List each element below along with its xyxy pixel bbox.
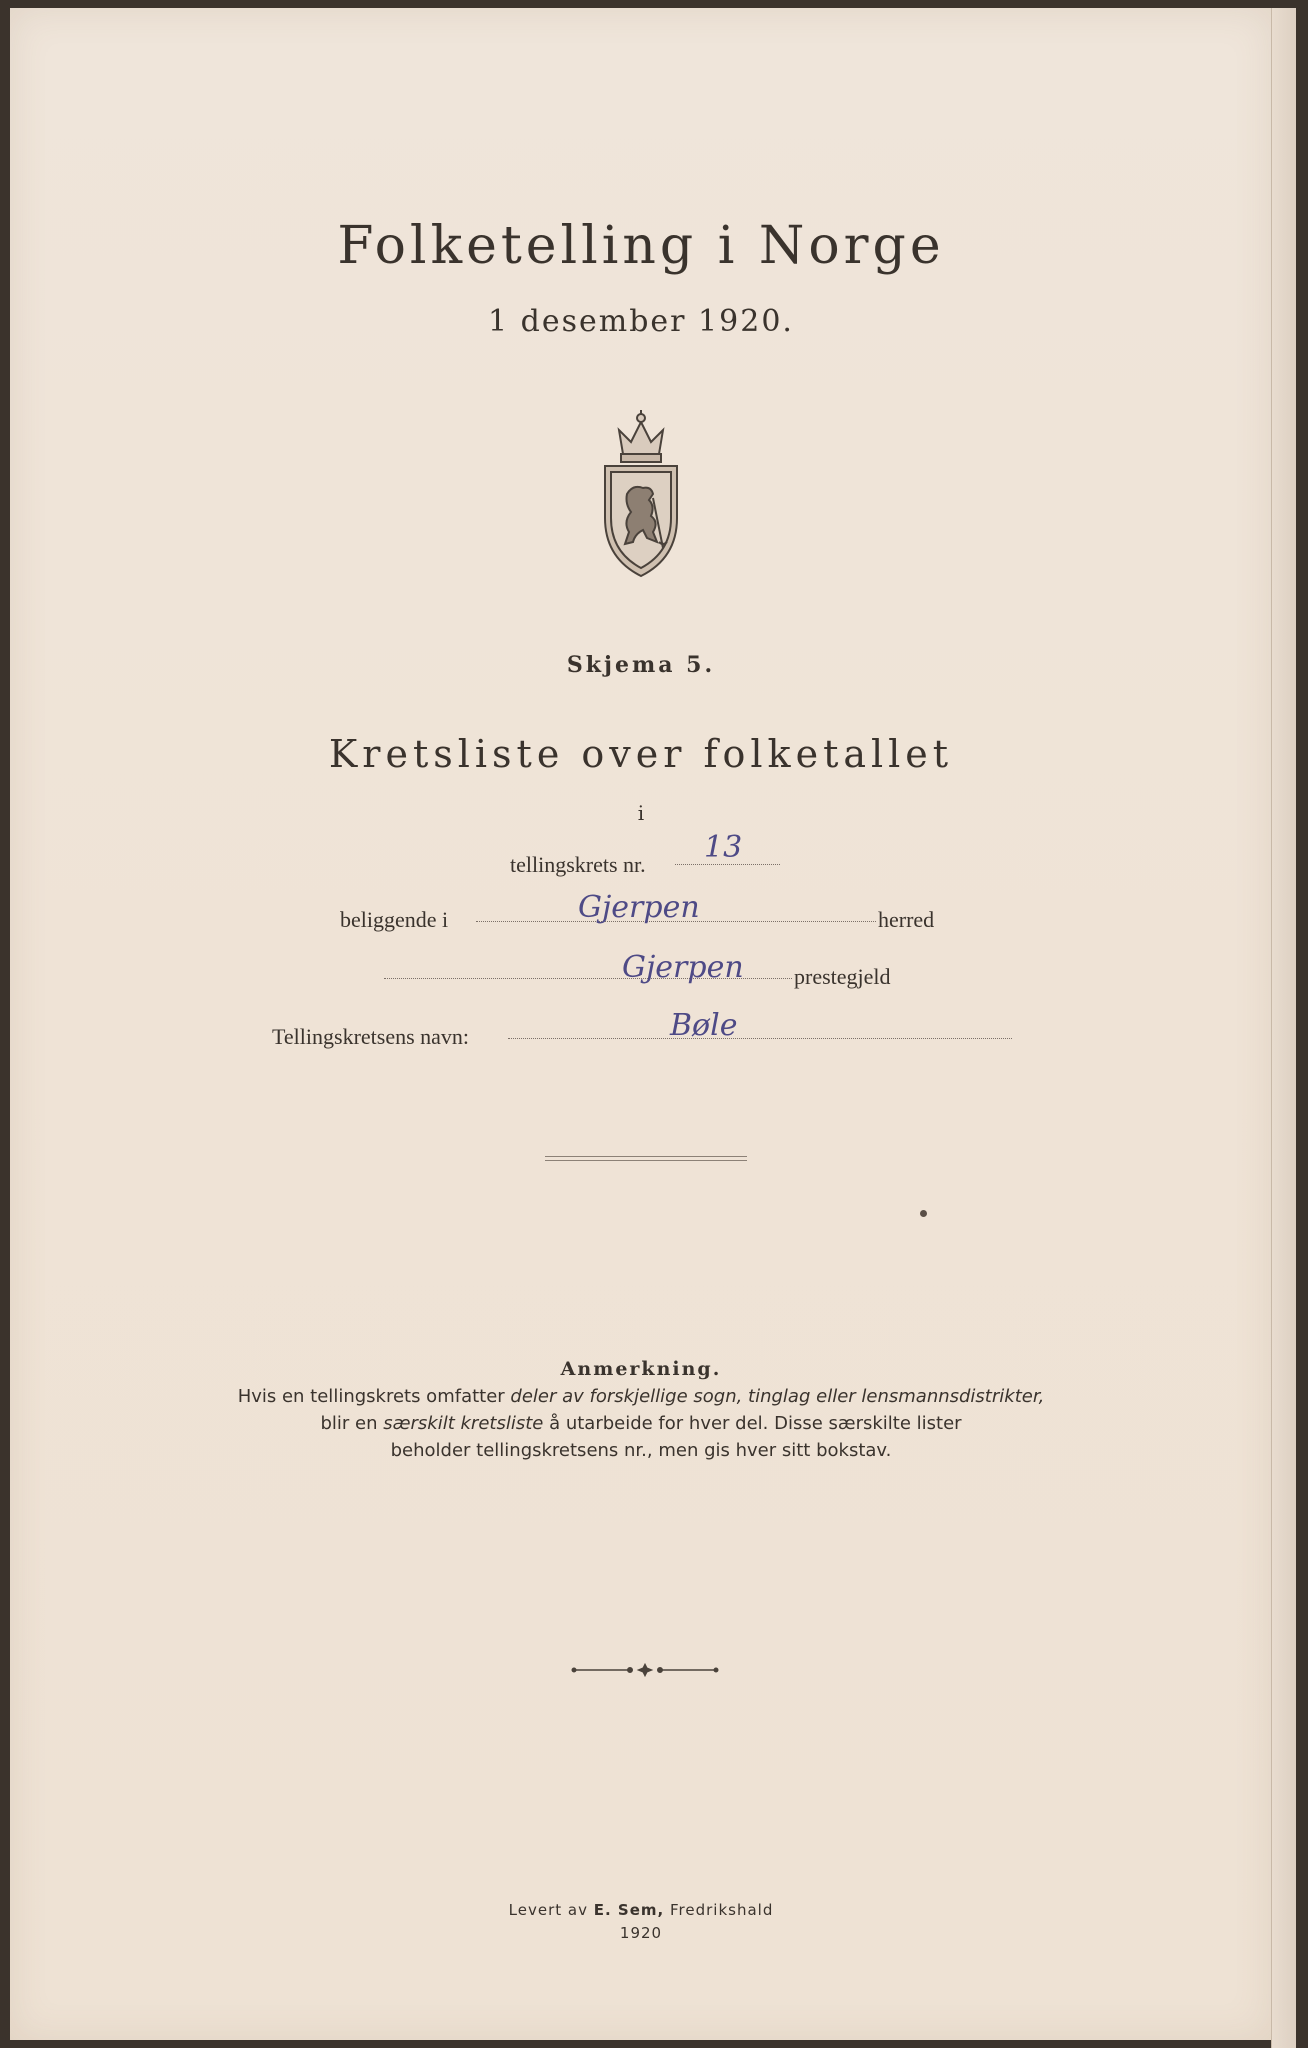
district-name-underline: [508, 1038, 1012, 1039]
note-heading: Anmerkning.: [560, 1358, 722, 1380]
located-in-label: beliggende i: [340, 907, 449, 932]
ink-speck: [920, 1210, 927, 1217]
census-form-page: [10, 8, 1272, 2040]
printer-name: E. Sem,: [593, 1901, 665, 1919]
district-name-label: Tellingskretsens navn:: [272, 1024, 470, 1049]
parish-label: prestegjeld: [794, 964, 891, 989]
district-name-value: Bøle: [670, 1008, 738, 1043]
parish-value: Gjerpen: [622, 950, 744, 985]
census-date: 1 desember 1920.: [488, 304, 794, 339]
ornament-divider-icon: [570, 1663, 720, 1677]
norwegian-coat-of-arms-icon: [593, 408, 689, 580]
note-line-2-start: blir en: [320, 1413, 384, 1434]
schema-label: Skjema 5.: [566, 652, 716, 678]
connector-word: i: [637, 801, 645, 825]
note-line-1-text: Hvis en tellingskrets omfatter: [237, 1386, 511, 1407]
note-line-1: [10, 1383, 1272, 1410]
note-line-2: [10, 1410, 1272, 1437]
located-in-value: Gjerpen: [578, 890, 700, 925]
note-line-1-italic: deler av forskjellige sogn, tinglag eller lensmannsdistrikter,: [510, 1386, 1045, 1407]
page-edge-fold: [1271, 8, 1296, 2048]
form-heading: Kretsliste over folketallet: [328, 732, 954, 776]
herred-label: herred: [878, 907, 935, 932]
district-number-value: 13: [704, 830, 743, 865]
printer-year: 1920: [619, 1924, 663, 1942]
section-divider: [545, 1156, 747, 1161]
printer-prefix: Levert av: [508, 1901, 594, 1919]
note-line-2-end: å utarbeide for hver del. Disse særskilte lister: [543, 1413, 962, 1434]
note-line-2-italic: særskilt kretsliste: [383, 1413, 544, 1434]
note-line-3: beholder tellingskretsens nr., men gis hver sitt bokstav.: [390, 1440, 892, 1461]
district-number-label: tellingskrets nr.: [510, 852, 646, 877]
printer-line: [10, 1901, 1272, 1919]
printer-location: Fredrikshald: [664, 1901, 774, 1919]
page-title: Folketelling i Norge: [337, 216, 945, 276]
